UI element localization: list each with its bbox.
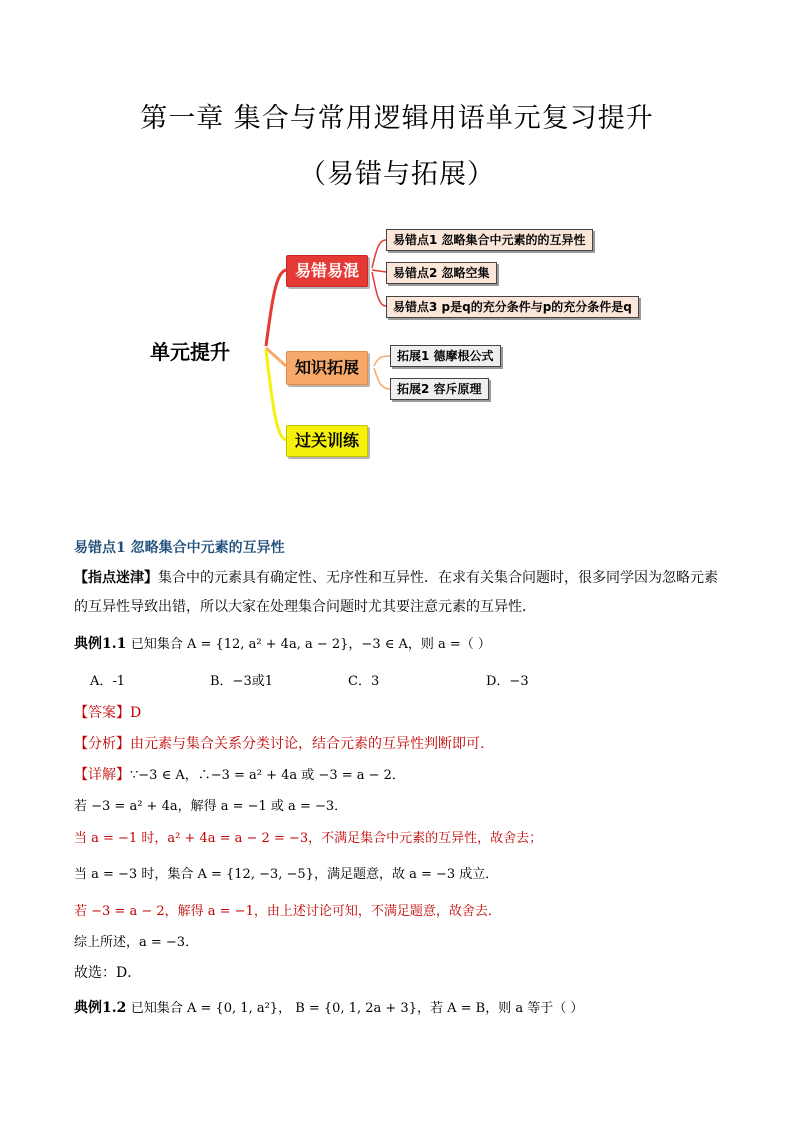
answer-line — [74, 702, 141, 722]
solution-step-1: 若 −3 = a² + 4a，解得 a = −1 或 a = −3． — [74, 799, 348, 814]
option-a: A．-1 — [90, 674, 126, 689]
mindmap-leaf-extension-1: 拓展1 德摩根公式 — [390, 345, 501, 367]
analysis-line — [74, 733, 484, 753]
option-c: C．3 — [348, 674, 380, 689]
detail-label: 【详解】 — [74, 767, 130, 783]
connector-leaf-3 — [372, 272, 386, 306]
analysis-label: 【分析】 — [74, 736, 130, 752]
example-1-2-label: 典例1.2 — [74, 1000, 127, 1016]
mindmap-root: 单元提升 — [150, 340, 230, 364]
connector-leaf-4 — [374, 356, 390, 366]
connector-red — [266, 270, 286, 346]
connector-leaf-2 — [372, 270, 386, 272]
example-1-1-label: 典例1.1 — [74, 636, 127, 652]
answer-label: 【答案】 — [74, 705, 130, 721]
guide-text-1: 集合中的元素具有确定性、无序性和互异性．在求有关集合问题时，很多同学因为忽略元素 — [158, 570, 718, 586]
example-1-1-text: 已知集合 A = {12, a² + 4a, a − 2}，−3 ∈ A，则 a =（ ） — [130, 637, 491, 652]
answer-value: D — [130, 705, 142, 721]
guide-label: 【指点迷津】 — [74, 570, 158, 586]
guide-line-1 — [74, 567, 718, 587]
option-d: D．−3 — [486, 674, 529, 689]
option-b: B．−3或1 — [210, 674, 273, 689]
mindmap-leaf-extension-2: 拓展2 容斥原理 — [390, 378, 489, 400]
mindmap-branch-extension: 知识拓展 — [286, 351, 368, 385]
page-title: 第一章 集合与常用逻辑用语单元复习提升 — [140, 103, 654, 134]
example-1-2 — [74, 997, 583, 1017]
mindmap-branch-errors: 易错易混 — [286, 255, 368, 287]
solution-step-4: 若 −3 = a − 2，解得 a = −1，由上述讨论可知，不满足题意，故舍去． — [74, 904, 501, 919]
analysis-text: 由元素与集合关系分类讨论，结合元素的互异性判断即可. — [130, 736, 485, 752]
section-heading: 易错点1 忽略集合中元素的互异性 — [74, 540, 285, 556]
solution-step-3: 当 a = −3 时，集合 A = {12, −3, −5}，满足题意，故 a = −3 成立． — [74, 867, 499, 882]
mindmap-leaf-error-2: 易错点2 忽略空集 — [386, 262, 497, 284]
mindmap-leaf-error-3: 易错点3 p是q的充分条件与p的充分条件是q — [386, 296, 639, 318]
page-subtitle: （易错与拓展） — [299, 159, 495, 190]
mindmap-leaf-error-1: 易错点1 忽略集合中元素的的互异性 — [386, 229, 593, 251]
solution-step-5: 综上所述，a = −3． — [74, 935, 199, 950]
example-1-2-text: 已知集合 A = {0, 1, a²}， B = {0, 1, 2a + 3}，若 A = B，则 a 等于（ ） — [130, 1001, 584, 1016]
detail-text: ∵−3 ∈ A，∴−3 = a² + 4a 或 −3 = a − 2． — [130, 768, 405, 783]
mindmap-branch-training: 过关训练 — [286, 425, 368, 457]
connector-leaf-5 — [374, 368, 390, 389]
connector-leaf-1 — [372, 240, 386, 268]
solution-step-6: 故选：D． — [74, 965, 142, 981]
detail-line — [74, 764, 405, 784]
solution-step-2: 当 a = −1 时，a² + 4a = a − 2 = −3，不满足集合中元素的互异性，故舍去； — [74, 831, 543, 846]
guide-text-2: 的互异性导致出错，所以大家在处理集合问题时尤其要注意元素的互异性． — [74, 599, 536, 615]
example-1-1 — [74, 633, 491, 653]
